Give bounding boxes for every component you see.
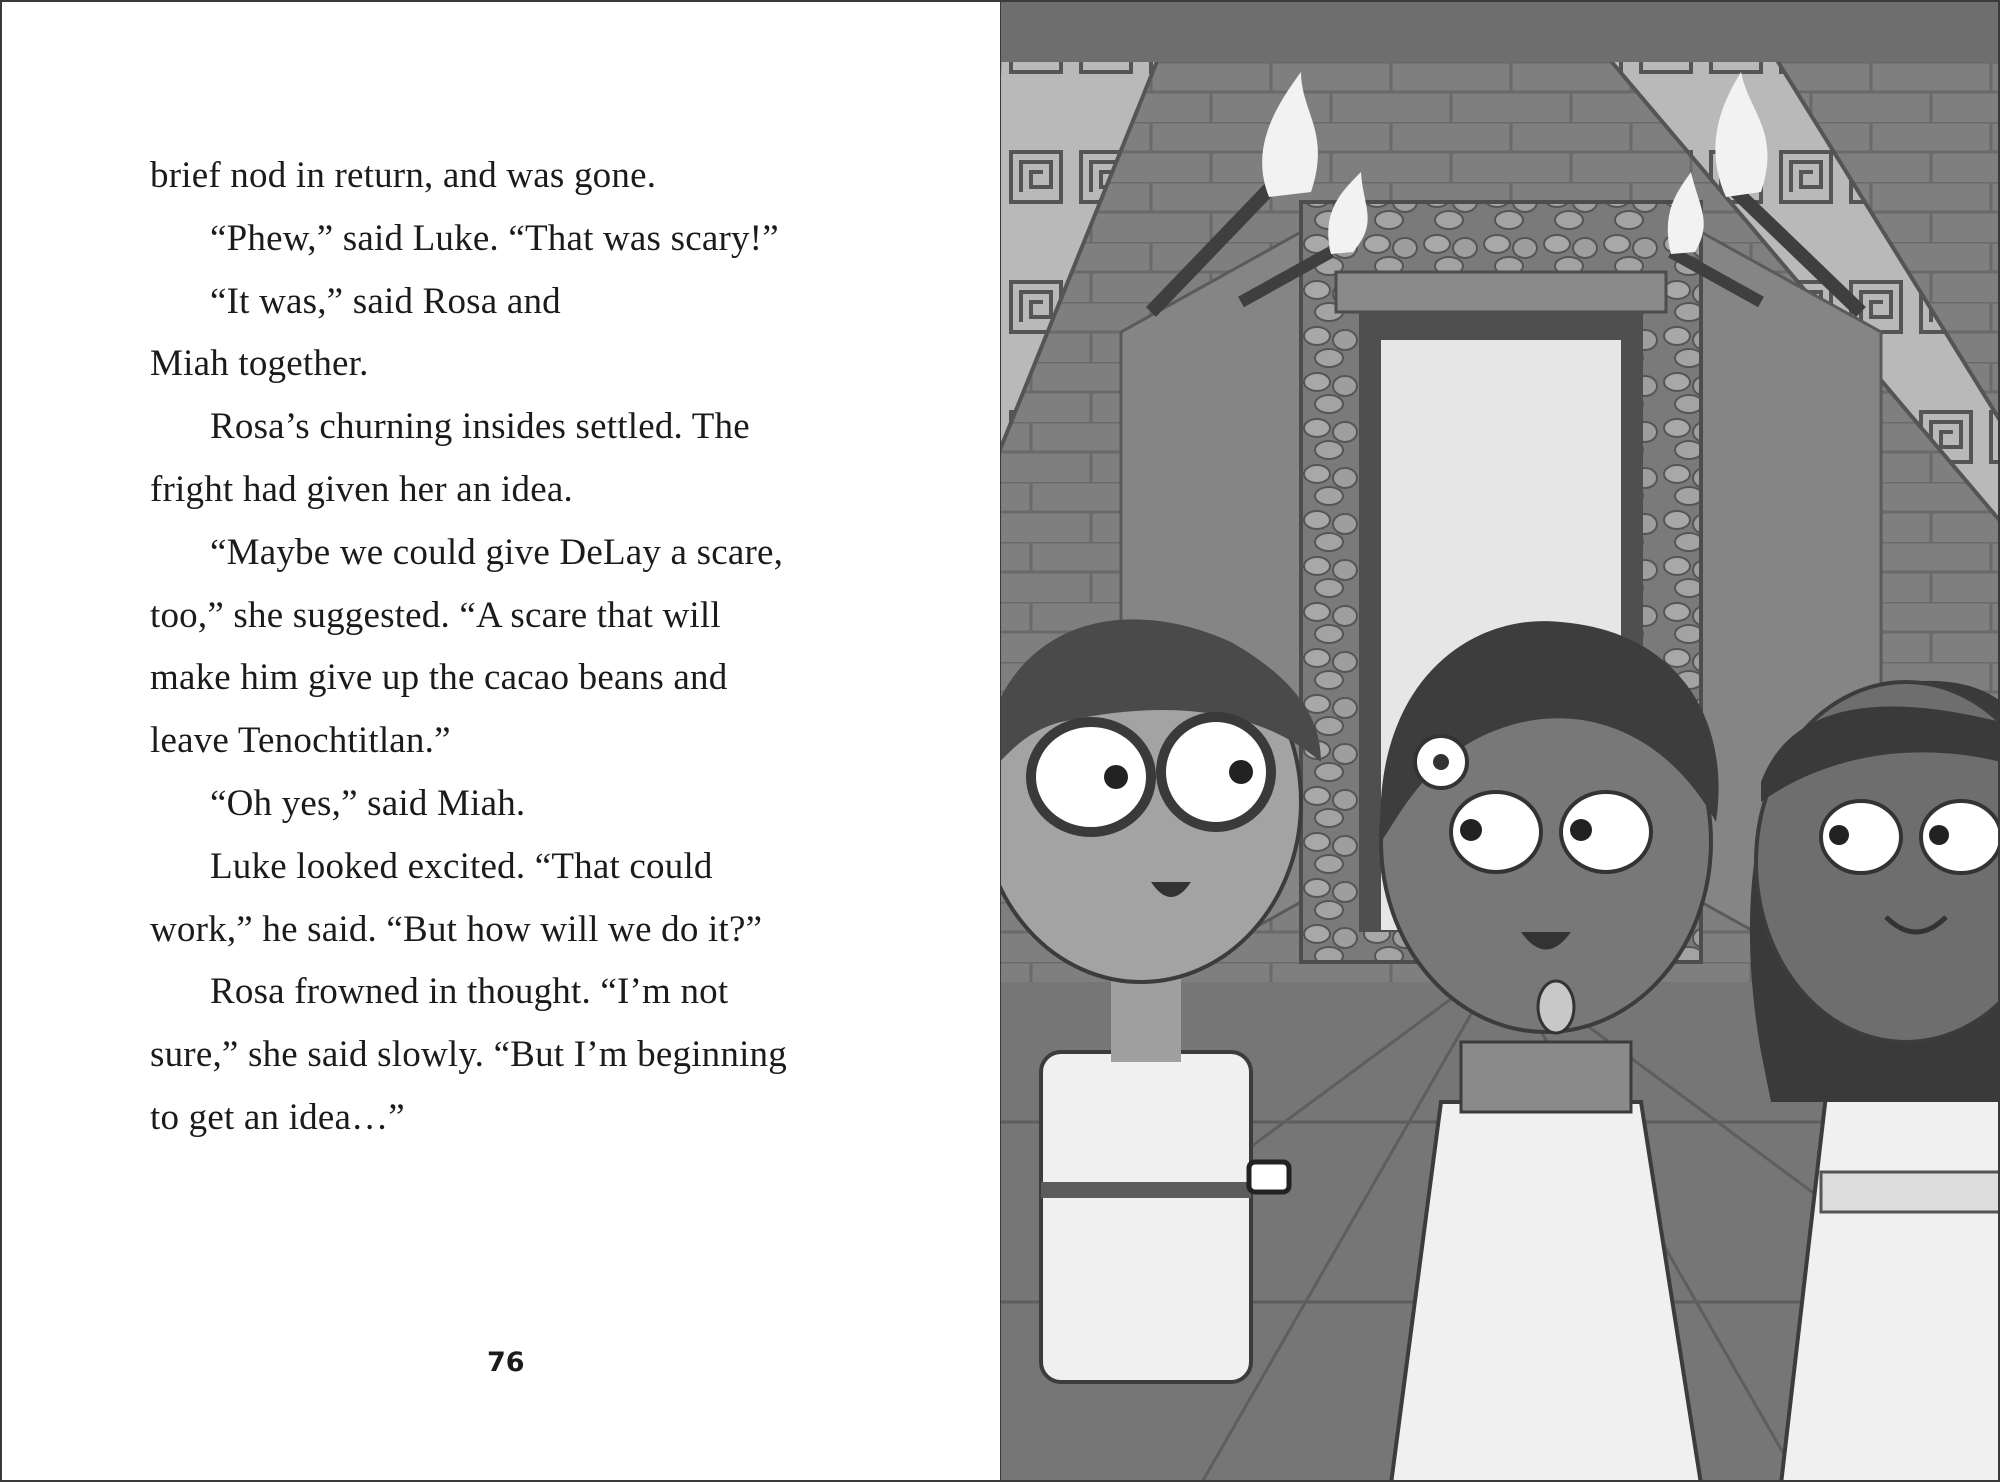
bird-icon (1538, 981, 1574, 1033)
text-line: work,” he said. “But how will we do it?” (150, 908, 763, 950)
text-line: “Phew,” said Luke. “That was scary!” (210, 217, 779, 259)
text-line: sure,” she said slowly. “But I’m beginning (150, 1034, 787, 1076)
illustration (1000, 0, 2000, 1482)
wristwatch-icon (1249, 1162, 1289, 1192)
text-line: Rosa’s churning insides settled. The (210, 406, 750, 448)
text-line: “It was,” said Rosa and (210, 280, 561, 322)
temple-scene-drawing (1001, 2, 2000, 1482)
text-line: Rosa frowned in thought. “I’m not (210, 971, 729, 1013)
text-line: “Maybe we could give DeLay a scare, (210, 531, 784, 573)
text-line: fright had given her an idea. (150, 468, 573, 510)
flower-hairclip-icon (1415, 736, 1467, 788)
text-line: too,” she suggested. “A scare that will (150, 594, 721, 636)
text-line: make him give up the cacao beans and (150, 657, 728, 699)
text-line: leave Tenochtitlan.” (150, 720, 451, 762)
text-line: “Oh yes,” said Miah. (210, 782, 526, 824)
text-line: Miah together. (150, 343, 369, 385)
text-line: brief nod in return, and was gone. (150, 155, 657, 196)
text-line: Luke looked excited. “That could (210, 845, 713, 887)
page-number: 76 (487, 1347, 525, 1378)
body-text (150, 145, 890, 1150)
text-line: to get an idea…” (150, 1096, 405, 1138)
